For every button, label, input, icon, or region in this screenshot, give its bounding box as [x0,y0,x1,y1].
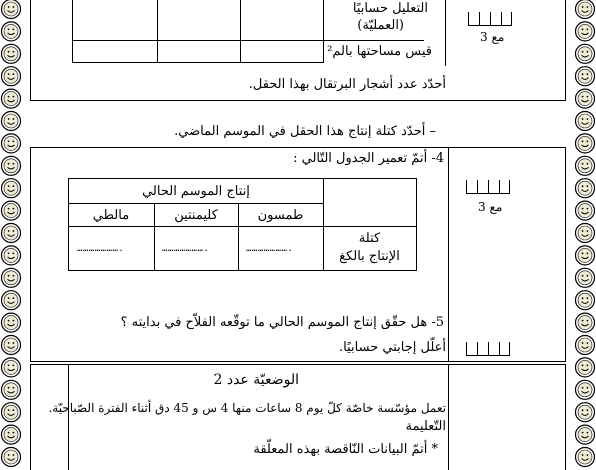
section-frame-right [565,0,566,100]
situation-2-title: الوضعيّة عدد 2 [213,372,299,388]
top-table-line [323,0,324,62]
smiley-icon [2,358,21,377]
grade-label: مع 3 [480,30,505,44]
smiley-icon [2,291,21,310]
smiley-icon [576,448,595,467]
section-frame-top [30,364,566,365]
smiley-icon [576,44,595,63]
smiley-icon [2,403,21,422]
smiley-icon [576,0,595,19]
last-season-question: – أحدّد كتلة إنتاج هذا الحقل في الموسم الماضي. [174,124,436,139]
q4-prompt: 4- أتمّ تعمير الجدول التّالي : [293,151,444,166]
smiley-icon [576,134,595,153]
smiley-icon [576,112,595,131]
section-frame-left [30,364,31,470]
section-frame-right [565,147,566,361]
smiley-icon [2,67,21,86]
smiley-border-icon [574,0,596,470]
smiley-icon [576,67,595,86]
smiley-icon [2,112,21,131]
current-season-header: إنتاج الموسم الحالي [142,184,250,199]
section-frame-right [565,364,566,470]
top-table-line [72,40,424,41]
smiley-icon [576,336,595,355]
answer-field-tomson[interactable]: …………………. [246,244,294,254]
left-decorative-border [0,0,22,470]
smiley-icon [576,22,595,41]
smiley-icon [2,201,21,220]
section-frame-bottom [30,100,566,101]
smiley-icon [2,268,21,287]
smiley-icon [576,358,595,377]
top-table-line [240,0,241,62]
smiley-icon [2,336,21,355]
smiley-icon [2,246,21,265]
instruction-heading: التّعليمة [405,419,446,434]
section-frame-left [30,147,31,361]
column-header-maltese: مالطي [92,208,130,223]
section-frame-left [30,0,31,100]
smiley-icon [576,425,595,444]
smiley-icon [2,89,21,108]
column-header-tomson: طمسون [257,208,304,223]
smiley-icon [576,156,595,175]
answer-field-maltese[interactable]: …………………. [77,244,125,254]
instruction-item: * أتمّ البيانات النّاقصة بهذه المعلّقة [253,442,438,457]
situation-2-text: تعمل مؤسّسة خاصّة كلّ يوم 8 ساعات منها 4 س و 45 دق أثناء الفترة الصّباحيّة. [48,401,446,415]
smiley-icon [2,179,21,198]
smiley-icon [2,156,21,175]
inner-frame-left [68,364,69,470]
smiley-border-icon [0,0,22,470]
smiley-icon [576,89,595,108]
smiley-icon [2,313,21,332]
section-frame-top [30,147,566,148]
smiley-icon [2,134,21,153]
top-table-line [72,0,73,62]
answer-field-clementine[interactable]: …………………. [162,244,210,254]
smiley-icon [2,425,21,444]
smiley-icon [2,22,21,41]
area-measure-text: قيس مساحتها بالم² [327,44,432,59]
smiley-icon [576,403,595,422]
q5-question: 5- هل حقّق إنتاج الموسم الحالي ما توقّعه الفلاّح في بدايته ؟ [120,315,444,330]
smiley-icon [576,179,595,198]
right-decorative-border [574,0,596,470]
grade-box[interactable] [466,180,510,194]
row-label-production-kg: الإنتاج بالكغ [339,249,400,264]
smiley-icon [576,224,595,243]
smiley-icon [2,224,21,243]
smiley-icon [576,313,595,332]
q5-justify: أعلّل إجابتي حسابيًا. [339,340,446,355]
justify-calculation-text: التعليل حسابيًا [352,1,428,16]
grade-column-divider [448,364,449,470]
smiley-icon [576,268,595,287]
smiley-icon [2,448,21,467]
column-header-clementine: كليمنتين [174,208,218,223]
top-table-line [157,0,158,62]
grade-column-divider [445,0,446,66]
row-label-mass: كتلة [358,231,381,246]
smiley-icon [2,0,21,19]
smiley-icon [2,380,21,399]
orange-trees-question: أحدّد عدد أشجار البرتقال بهذا الحقل. [248,77,446,92]
smiley-icon [576,380,595,399]
grade-box[interactable] [466,342,510,356]
grade-box[interactable] [468,12,512,26]
operation-text: (العمليّة) [357,18,404,33]
top-table-line [72,62,324,63]
smiley-icon [576,291,595,310]
grade-label: مع 3 [478,200,503,214]
grade-column-divider [448,147,449,361]
smiley-icon [576,201,595,220]
section-frame-bottom [30,361,566,362]
smiley-icon [576,246,595,265]
smiley-icon [2,44,21,63]
